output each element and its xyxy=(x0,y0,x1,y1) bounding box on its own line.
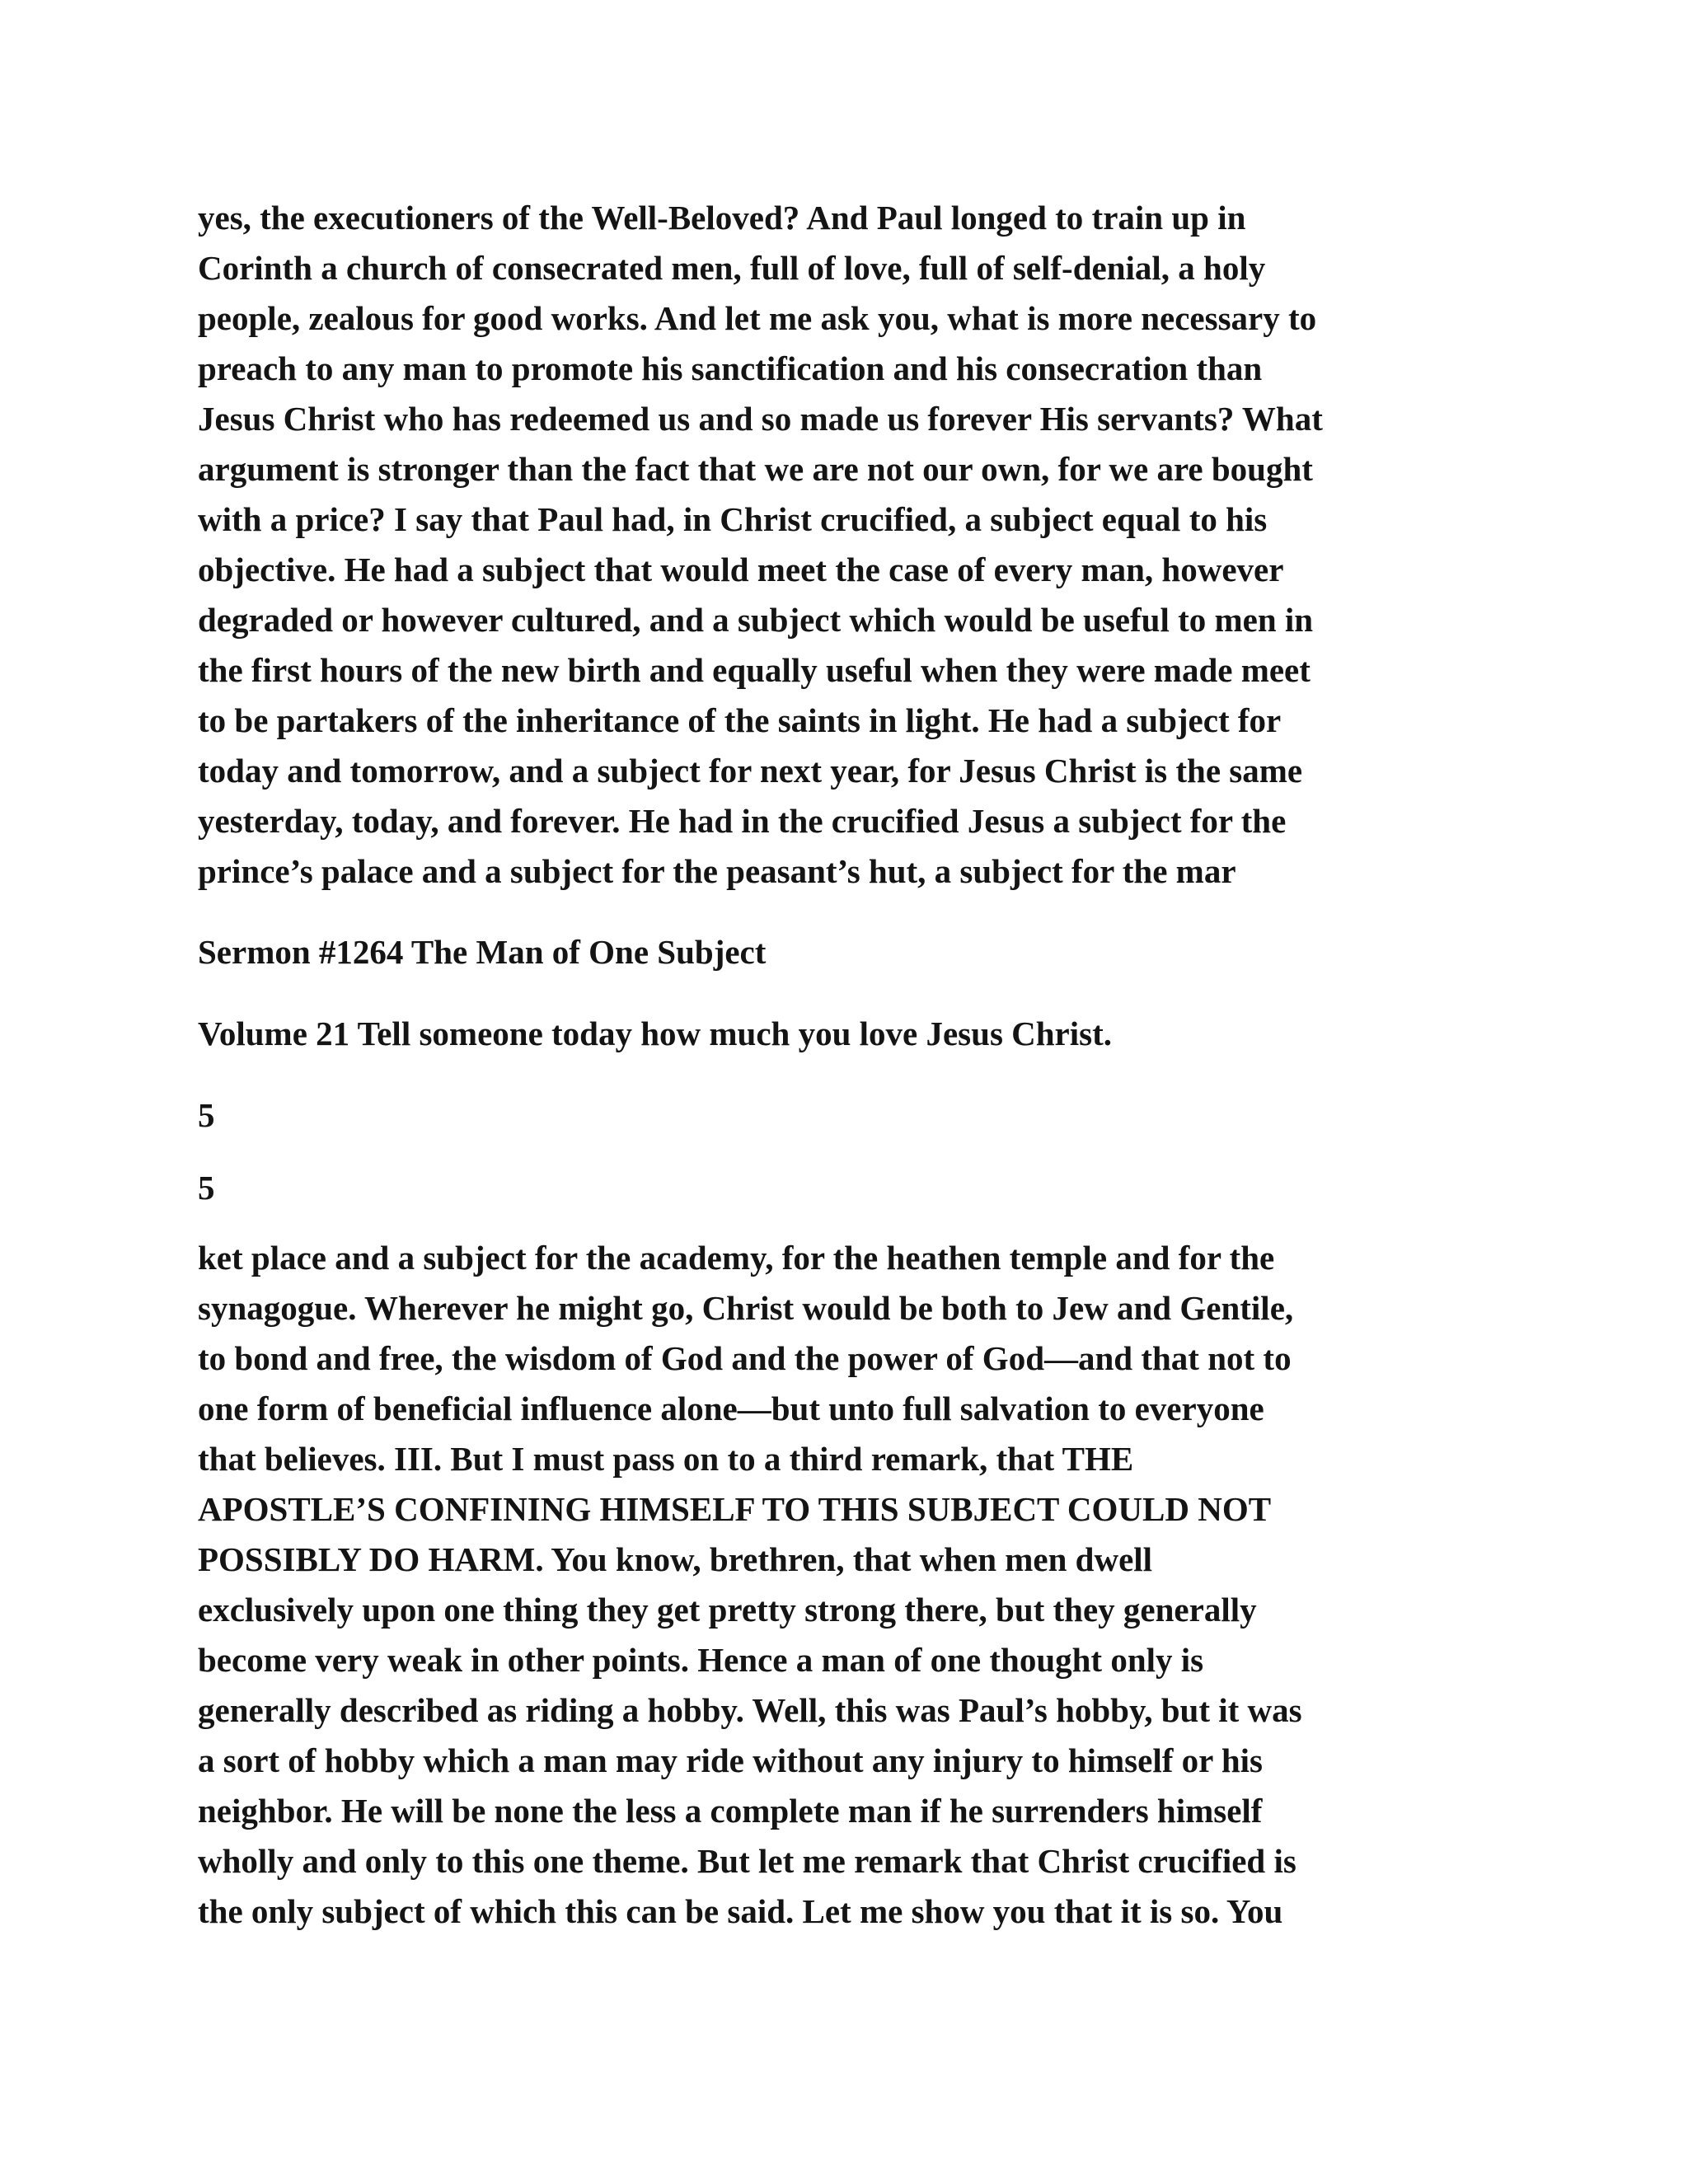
text-line: APOSTLE’S CONFINING HIMSELF TO THIS SUBJECT COULD NOT xyxy=(198,1490,1272,1528)
text-line: synagogue. Wherever he might go, Christ would be both to Jew and Gentile, xyxy=(198,1289,1294,1327)
text-line: become very weak in other points. Hence a man of one thought only is xyxy=(198,1641,1204,1679)
bottom-paragraph xyxy=(198,1233,1517,1937)
text-line: preach to any man to promote his sanctification and his consecration than xyxy=(198,349,1263,387)
text-line: Corinth a church of consecrated men, full of love, full of self-denial, a holy xyxy=(198,249,1266,287)
text-line: the only subject of which this can be said. Let me show you that it is so. You xyxy=(198,1892,1283,1930)
text-line: objective. He had a subject that would meet the case of every man, however xyxy=(198,551,1284,588)
text-line: Jesus Christ who has redeemed us and so made us forever His servants? What xyxy=(198,400,1323,438)
text-line: with a price? I say that Paul had, in Christ crucified, a subject equal to his xyxy=(198,500,1268,538)
text-line: degraded or however cultured, and a subject which would be useful to men in xyxy=(198,601,1314,639)
text-line: to bond and free, the wisdom of God and the power of God—and that not to xyxy=(198,1339,1292,1377)
page-number: 5 xyxy=(198,1096,215,1134)
text-line: generally described as riding a hobby. Well, this was Paul’s hobby, but it was xyxy=(198,1691,1302,1729)
text-line: ket place and a subject for the academy, for the heathen temple and for the xyxy=(198,1239,1275,1277)
top-paragraph xyxy=(198,193,1517,897)
text-line: to be partakers of the inheritance of the saints in light. He had a subject for xyxy=(198,701,1282,739)
sermon-title: Sermon #1264 The Man of One Subject xyxy=(198,933,767,971)
text-line: one form of beneficial influence alone—but unto full salvation to everyone xyxy=(198,1390,1264,1427)
text-line: POSSIBLY DO HARM. You know, brethren, that when men dwell xyxy=(198,1540,1153,1578)
text-line: neighbor. He will be none the less a complete man if he surrenders himself xyxy=(198,1792,1263,1830)
text-line: today and tomorrow, and a subject for next year, for Jesus Christ is the same xyxy=(198,752,1303,790)
text-line: the first hours of the new birth and equally useful when they were made meet xyxy=(198,651,1311,689)
volume-line: Volume 21 Tell someone today how much you love Jesus Christ. xyxy=(198,1015,1113,1052)
text-line: people, zealous for good works. And let me ask you, what is more necessary to xyxy=(198,299,1317,337)
text-line: that believes. III. But I must pass on to a third remark, that THE xyxy=(198,1440,1134,1478)
text-line: exclusively upon one thing they get pretty strong there, but they generally xyxy=(198,1591,1257,1629)
text-line: yesterday, today, and forever. He had in the crucified Jesus a subject for the xyxy=(198,802,1287,840)
text-line: argument is stronger than the fact that we are not our own, for we are bought xyxy=(198,450,1313,488)
text-line: wholly and only to this one theme. But let me remark that Christ crucified is xyxy=(198,1842,1296,1880)
text-line: prince’s palace and a subject for the peasant’s hut, a subject for the mar xyxy=(198,852,1236,890)
text-line: yes, the executioners of the Well-Beloved? And Paul longed to train up in xyxy=(198,199,1246,237)
page-number-repeat: 5 xyxy=(198,1169,215,1207)
text-line: a sort of hobby which a man may ride without any injury to himself or his xyxy=(198,1741,1263,1779)
